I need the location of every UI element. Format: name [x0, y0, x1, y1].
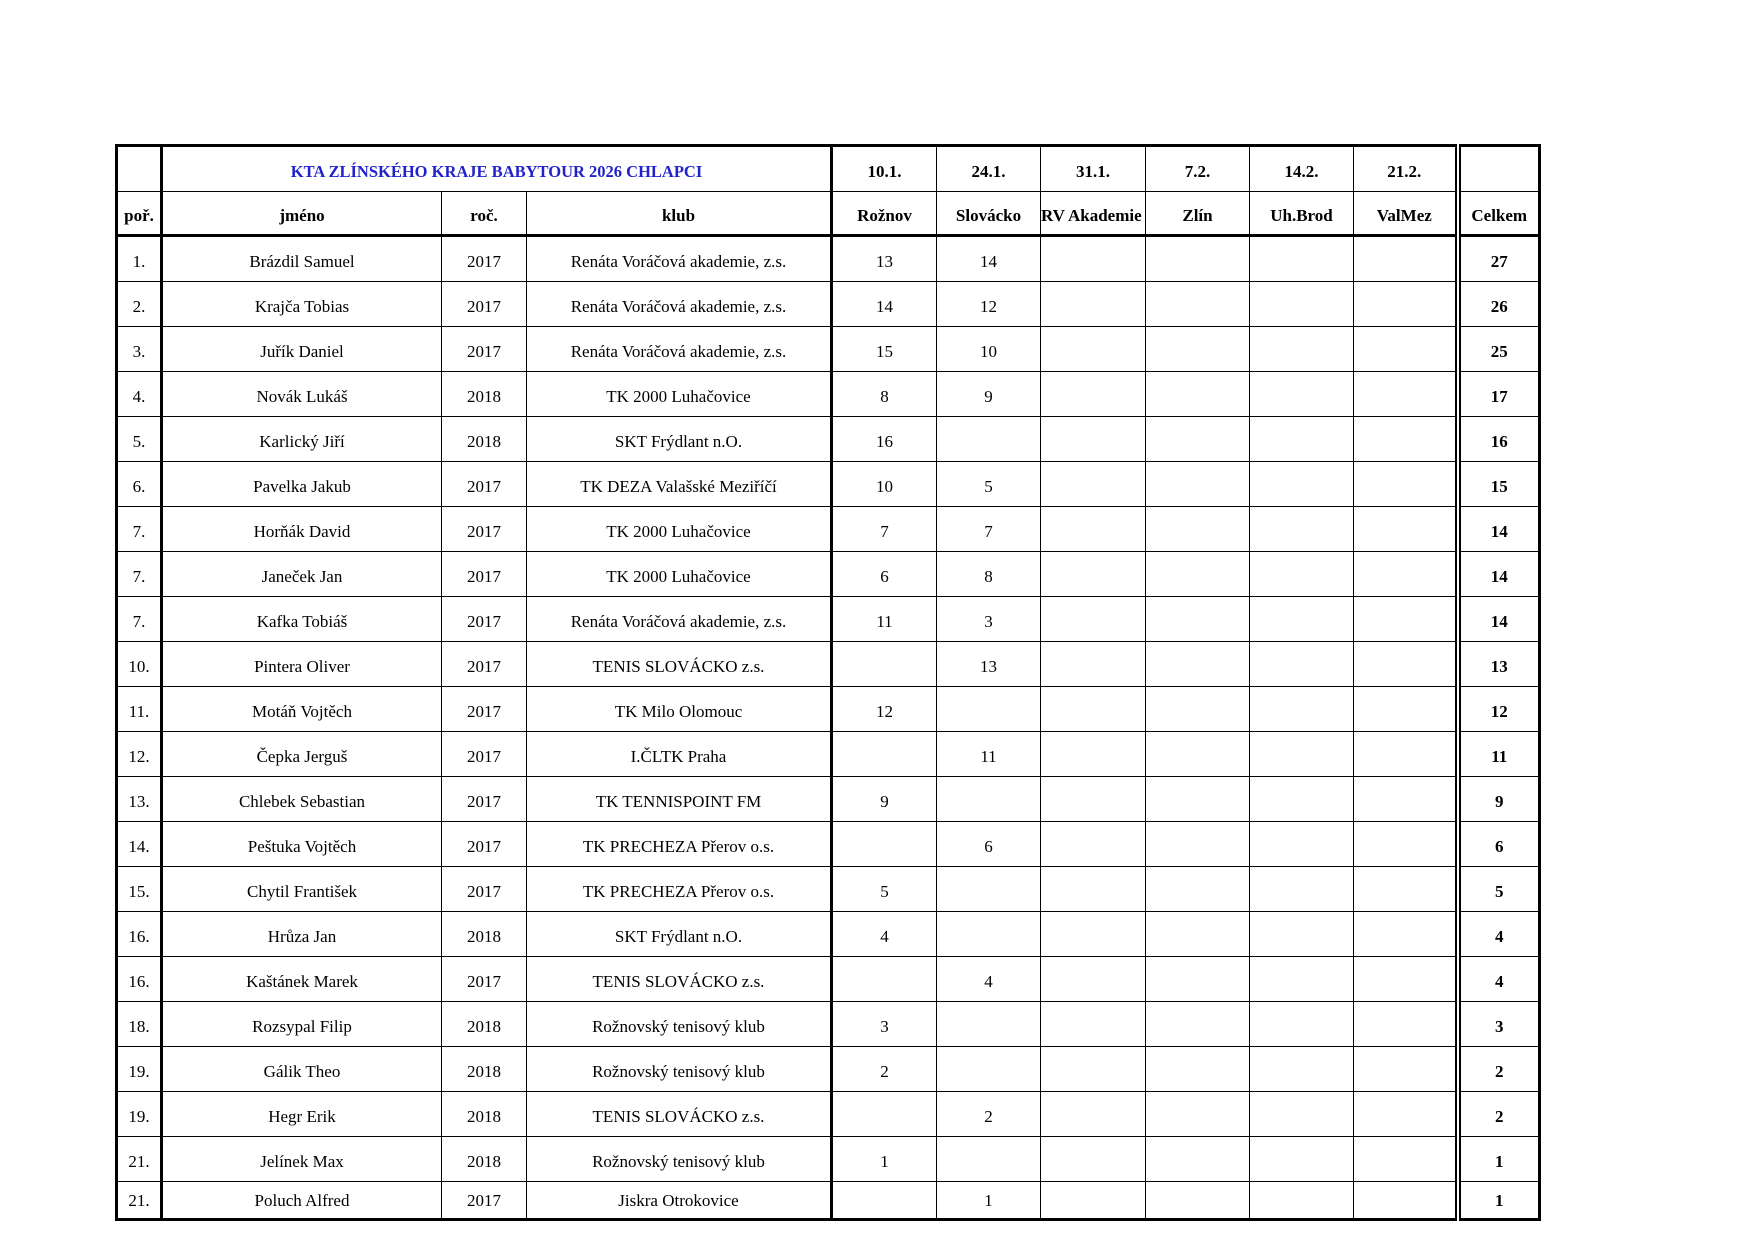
cell-event-6: [1354, 236, 1458, 282]
cell-rank: 14.: [117, 822, 162, 867]
table-row: [117, 327, 1540, 372]
header-row-dates: [117, 146, 1540, 192]
cell-total: 4: [1458, 957, 1540, 1002]
cell-name: Kafka Tobiáš: [162, 597, 442, 642]
cell-event-1: 5: [832, 867, 937, 912]
cell-event-3: [1041, 1002, 1146, 1047]
cell-event-3: [1041, 822, 1146, 867]
cell-event-6: [1354, 282, 1458, 327]
cell-event-1: [832, 822, 937, 867]
cell-rank: 16.: [117, 957, 162, 1002]
cell-event-2: [937, 1002, 1041, 1047]
cell-year: 2017: [442, 597, 527, 642]
cell-event-4: [1146, 1092, 1250, 1137]
cell-event-6: [1354, 417, 1458, 462]
cell-event-4: [1146, 1182, 1250, 1220]
table-row: [117, 1182, 1540, 1220]
cell-club: SKT Frýdlant n.O.: [527, 912, 832, 957]
cell-event-6: [1354, 507, 1458, 552]
cell-club: TK TENNISPOINT FM: [527, 777, 832, 822]
cell-club: Renáta Voráčová akademie, z.s.: [527, 236, 832, 282]
cell-event-5: [1250, 912, 1354, 957]
column-header-rank: poř.: [117, 192, 162, 236]
cell-event-5: [1250, 1182, 1354, 1220]
cell-event-1: 12: [832, 687, 937, 732]
cell-rank: 19.: [117, 1092, 162, 1137]
table-row: [117, 957, 1540, 1002]
cell-event-4: [1146, 1137, 1250, 1182]
cell-event-1: 6: [832, 552, 937, 597]
cell-total: 1: [1458, 1137, 1540, 1182]
cell-event-4: [1146, 236, 1250, 282]
cell-year: 2018: [442, 1137, 527, 1182]
cell-event-5: [1250, 957, 1354, 1002]
cell-event-5: [1250, 372, 1354, 417]
cell-event-6: [1354, 687, 1458, 732]
cell-name: Motáň Vojtěch: [162, 687, 442, 732]
cell-rank: 1.: [117, 236, 162, 282]
cell-total: 16: [1458, 417, 1540, 462]
cell-rank: 11.: [117, 687, 162, 732]
cell-event-3: [1041, 282, 1146, 327]
cell-event-4: [1146, 282, 1250, 327]
cell-club: Rožnovský tenisový klub: [527, 1002, 832, 1047]
cell-year: 2017: [442, 957, 527, 1002]
cell-total: 25: [1458, 327, 1540, 372]
cell-event-2: 13: [937, 642, 1041, 687]
cell-name: Kaštánek Marek: [162, 957, 442, 1002]
cell-total: 14: [1458, 507, 1540, 552]
cell-event-2: 7: [937, 507, 1041, 552]
cell-event-6: [1354, 777, 1458, 822]
cell-event-4: [1146, 507, 1250, 552]
cell-total: 5: [1458, 867, 1540, 912]
cell-event-5: [1250, 507, 1354, 552]
cell-rank: 7.: [117, 552, 162, 597]
table-row: [117, 372, 1540, 417]
cell-event-6: [1354, 1092, 1458, 1137]
cell-rank: 12.: [117, 732, 162, 777]
cell-event-4: [1146, 957, 1250, 1002]
cell-total: 26: [1458, 282, 1540, 327]
cell-event-1: 16: [832, 417, 937, 462]
cell-event-5: [1250, 687, 1354, 732]
cell-event-6: [1354, 462, 1458, 507]
cell-event-3: [1041, 417, 1146, 462]
cell-year: 2017: [442, 867, 527, 912]
cell-club: Jiskra Otrokovice: [527, 1182, 832, 1220]
cell-club: TK PRECHEZA Přerov o.s.: [527, 867, 832, 912]
column-header-year: roč.: [442, 192, 527, 236]
table-row: [117, 597, 1540, 642]
cell-event-1: [832, 1092, 937, 1137]
cell-year: 2018: [442, 912, 527, 957]
cell-club: Renáta Voráčová akademie, z.s.: [527, 282, 832, 327]
cell-event-5: [1250, 417, 1354, 462]
event-date-2: 24.1.: [937, 146, 1041, 192]
cell-event-3: [1041, 1137, 1146, 1182]
cell-event-5: [1250, 597, 1354, 642]
cell-rank: 15.: [117, 867, 162, 912]
event-place-2: Slovácko: [937, 192, 1041, 236]
cell-event-4: [1146, 867, 1250, 912]
cell-event-3: [1041, 1182, 1146, 1220]
cell-event-1: 4: [832, 912, 937, 957]
cell-name: Horňák David: [162, 507, 442, 552]
cell-total: 14: [1458, 597, 1540, 642]
table-row: [117, 417, 1540, 462]
cell-club: TK 2000 Luhačovice: [527, 507, 832, 552]
cell-event-6: [1354, 597, 1458, 642]
cell-total: 1: [1458, 1182, 1540, 1220]
event-place-3: RV Akademie: [1041, 192, 1146, 236]
event-date-4: 7.2.: [1146, 146, 1250, 192]
cell-event-6: [1354, 957, 1458, 1002]
cell-event-1: 9: [832, 777, 937, 822]
cell-year: 2018: [442, 1092, 527, 1137]
cell-event-4: [1146, 552, 1250, 597]
table-row: [117, 732, 1540, 777]
cell-event-2: [937, 417, 1041, 462]
column-header-total: Celkem: [1458, 192, 1540, 236]
cell-club: TENIS SLOVÁCKO z.s.: [527, 1092, 832, 1137]
cell-event-4: [1146, 327, 1250, 372]
cell-event-4: [1146, 732, 1250, 777]
cell-total: 12: [1458, 687, 1540, 732]
cell-year: 2018: [442, 1002, 527, 1047]
ranking-table: [115, 144, 1541, 1221]
cell-event-2: 9: [937, 372, 1041, 417]
cell-event-4: [1146, 1002, 1250, 1047]
cell-event-4: [1146, 687, 1250, 732]
cell-rank: 13.: [117, 777, 162, 822]
cell-event-3: [1041, 327, 1146, 372]
cell-rank: 21.: [117, 1137, 162, 1182]
event-date-1: 10.1.: [832, 146, 937, 192]
cell-event-3: [1041, 1092, 1146, 1137]
cell-event-1: [832, 732, 937, 777]
cell-event-2: 8: [937, 552, 1041, 597]
cell-event-6: [1354, 732, 1458, 777]
cell-year: 2017: [442, 687, 527, 732]
cell-event-2: [937, 1137, 1041, 1182]
ranking-table-body: [117, 146, 1540, 1220]
table-row: [117, 777, 1540, 822]
cell-event-2: 6: [937, 822, 1041, 867]
cell-event-3: [1041, 732, 1146, 777]
cell-total: 6: [1458, 822, 1540, 867]
cell-club: TK Milo Olomouc: [527, 687, 832, 732]
cell-event-4: [1146, 777, 1250, 822]
cell-event-3: [1041, 912, 1146, 957]
cell-event-2: 14: [937, 236, 1041, 282]
cell-name: Brázdil Samuel: [162, 236, 442, 282]
table-row: [117, 462, 1540, 507]
cell-event-6: [1354, 1182, 1458, 1220]
cell-event-5: [1250, 822, 1354, 867]
table-row: [117, 687, 1540, 732]
cell-event-5: [1250, 1002, 1354, 1047]
cell-event-5: [1250, 642, 1354, 687]
cell-club: TENIS SLOVÁCKO z.s.: [527, 642, 832, 687]
table-row: [117, 552, 1540, 597]
cell-event-5: [1250, 236, 1354, 282]
cell-year: 2018: [442, 417, 527, 462]
cell-club: Rožnovský tenisový klub: [527, 1047, 832, 1092]
cell-total: 3: [1458, 1002, 1540, 1047]
cell-club: TK DEZA Valašské Meziříčí: [527, 462, 832, 507]
cell-event-2: 3: [937, 597, 1041, 642]
event-place-6: ValMez: [1354, 192, 1458, 236]
cell-total: 17: [1458, 372, 1540, 417]
cell-event-2: 1: [937, 1182, 1041, 1220]
cell-event-6: [1354, 327, 1458, 372]
cell-club: TK PRECHEZA Přerov o.s.: [527, 822, 832, 867]
cell-name: Karlický Jiří: [162, 417, 442, 462]
table-row: [117, 1002, 1540, 1047]
cell-year: 2018: [442, 372, 527, 417]
cell-event-1: 10: [832, 462, 937, 507]
table-row: [117, 1092, 1540, 1137]
cell-rank: 3.: [117, 327, 162, 372]
cell-rank: 21.: [117, 1182, 162, 1220]
cell-event-1: 7: [832, 507, 937, 552]
header-blank-cell: [117, 146, 162, 192]
cell-event-6: [1354, 1137, 1458, 1182]
cell-event-3: [1041, 552, 1146, 597]
table-row: [117, 867, 1540, 912]
cell-event-3: [1041, 867, 1146, 912]
cell-rank: 4.: [117, 372, 162, 417]
cell-event-5: [1250, 732, 1354, 777]
cell-name: Poluch Alfred: [162, 1182, 442, 1220]
cell-event-2: 11: [937, 732, 1041, 777]
cell-rank: 10.: [117, 642, 162, 687]
cell-event-1: 15: [832, 327, 937, 372]
cell-rank: 6.: [117, 462, 162, 507]
cell-year: 2017: [442, 642, 527, 687]
cell-event-6: [1354, 867, 1458, 912]
cell-event-5: [1250, 282, 1354, 327]
cell-event-2: 12: [937, 282, 1041, 327]
cell-event-6: [1354, 552, 1458, 597]
cell-event-2: 10: [937, 327, 1041, 372]
cell-total: 14: [1458, 552, 1540, 597]
cell-name: Rozsypal Filip: [162, 1002, 442, 1047]
cell-event-4: [1146, 372, 1250, 417]
cell-club: TK 2000 Luhačovice: [527, 552, 832, 597]
cell-event-5: [1250, 867, 1354, 912]
cell-event-4: [1146, 912, 1250, 957]
cell-name: Pintera Oliver: [162, 642, 442, 687]
cell-name: Novák Lukáš: [162, 372, 442, 417]
cell-event-4: [1146, 822, 1250, 867]
cell-event-3: [1041, 597, 1146, 642]
cell-event-5: [1250, 462, 1354, 507]
event-place-5: Uh.Brod: [1250, 192, 1354, 236]
cell-rank: 7.: [117, 597, 162, 642]
cell-event-4: [1146, 1047, 1250, 1092]
cell-event-4: [1146, 417, 1250, 462]
cell-club: Renáta Voráčová akademie, z.s.: [527, 597, 832, 642]
cell-event-3: [1041, 372, 1146, 417]
cell-year: 2017: [442, 1182, 527, 1220]
cell-event-5: [1250, 777, 1354, 822]
table-row: [117, 236, 1540, 282]
table-row: [117, 822, 1540, 867]
cell-event-3: [1041, 957, 1146, 1002]
table-row: [117, 507, 1540, 552]
cell-total: 9: [1458, 777, 1540, 822]
cell-name: Gálik Theo: [162, 1047, 442, 1092]
cell-club: I.ČLTK Praha: [527, 732, 832, 777]
cell-event-4: [1146, 597, 1250, 642]
table-row: [117, 642, 1540, 687]
cell-event-6: [1354, 912, 1458, 957]
cell-event-4: [1146, 462, 1250, 507]
cell-event-2: 2: [937, 1092, 1041, 1137]
cell-event-1: 13: [832, 236, 937, 282]
cell-rank: 18.: [117, 1002, 162, 1047]
cell-event-1: [832, 1182, 937, 1220]
cell-name: Chlebek Sebastian: [162, 777, 442, 822]
cell-year: 2017: [442, 732, 527, 777]
cell-year: 2017: [442, 552, 527, 597]
cell-total: 2: [1458, 1047, 1540, 1092]
cell-year: 2017: [442, 462, 527, 507]
cell-event-1: 8: [832, 372, 937, 417]
cell-year: 2018: [442, 1047, 527, 1092]
cell-rank: 16.: [117, 912, 162, 957]
cell-event-3: [1041, 687, 1146, 732]
cell-event-5: [1250, 1092, 1354, 1137]
cell-name: Janeček Jan: [162, 552, 442, 597]
cell-event-6: [1354, 642, 1458, 687]
cell-total: 15: [1458, 462, 1540, 507]
cell-event-2: [937, 777, 1041, 822]
header-row-columns: [117, 192, 1540, 236]
cell-year: 2017: [442, 507, 527, 552]
cell-event-3: [1041, 462, 1146, 507]
cell-year: 2017: [442, 777, 527, 822]
table-title: KTA ZLÍNSKÉHO KRAJE BABYTOUR 2026 CHLAPCI: [162, 146, 832, 192]
cell-event-3: [1041, 1047, 1146, 1092]
cell-year: 2017: [442, 822, 527, 867]
table-row: [117, 282, 1540, 327]
cell-name: Krajča Tobias: [162, 282, 442, 327]
cell-event-3: [1041, 507, 1146, 552]
cell-total: 2: [1458, 1092, 1540, 1137]
cell-club: TENIS SLOVÁCKO z.s.: [527, 957, 832, 1002]
cell-event-1: 14: [832, 282, 937, 327]
cell-event-3: [1041, 642, 1146, 687]
cell-rank: 7.: [117, 507, 162, 552]
cell-club: Renáta Voráčová akademie, z.s.: [527, 327, 832, 372]
table-row: [117, 1047, 1540, 1092]
ranking-sheet: [115, 144, 1541, 1221]
cell-year: 2017: [442, 327, 527, 372]
cell-event-5: [1250, 552, 1354, 597]
event-date-3: 31.1.: [1041, 146, 1146, 192]
event-date-5: 14.2.: [1250, 146, 1354, 192]
cell-event-5: [1250, 1047, 1354, 1092]
cell-club: SKT Frýdlant n.O.: [527, 417, 832, 462]
cell-event-1: 3: [832, 1002, 937, 1047]
cell-event-5: [1250, 327, 1354, 372]
cell-event-1: [832, 642, 937, 687]
cell-event-2: [937, 867, 1041, 912]
cell-name: Peštuka Vojtěch: [162, 822, 442, 867]
table-row: [117, 912, 1540, 957]
cell-club: Rožnovský tenisový klub: [527, 1137, 832, 1182]
cell-event-1: 2: [832, 1047, 937, 1092]
cell-event-2: [937, 687, 1041, 732]
cell-total: 27: [1458, 236, 1540, 282]
cell-event-6: [1354, 822, 1458, 867]
header-blank-total-cell: [1458, 146, 1540, 192]
cell-total: 4: [1458, 912, 1540, 957]
cell-event-2: [937, 912, 1041, 957]
cell-name: Hegr Erik: [162, 1092, 442, 1137]
cell-event-1: [832, 957, 937, 1002]
cell-event-2: 5: [937, 462, 1041, 507]
cell-rank: 2.: [117, 282, 162, 327]
cell-rank: 19.: [117, 1047, 162, 1092]
event-place-1: Rožnov: [832, 192, 937, 236]
cell-event-1: 11: [832, 597, 937, 642]
event-date-6: 21.2.: [1354, 146, 1458, 192]
cell-name: Chytil František: [162, 867, 442, 912]
cell-total: 11: [1458, 732, 1540, 777]
cell-name: Pavelka Jakub: [162, 462, 442, 507]
cell-rank: 5.: [117, 417, 162, 462]
cell-year: 2017: [442, 236, 527, 282]
cell-event-3: [1041, 236, 1146, 282]
column-header-name: jméno: [162, 192, 442, 236]
cell-event-2: 4: [937, 957, 1041, 1002]
cell-name: Juřík Daniel: [162, 327, 442, 372]
column-header-club: klub: [527, 192, 832, 236]
cell-event-5: [1250, 1137, 1354, 1182]
cell-year: 2017: [442, 282, 527, 327]
cell-event-6: [1354, 1047, 1458, 1092]
cell-name: Hrůza Jan: [162, 912, 442, 957]
cell-event-1: 1: [832, 1137, 937, 1182]
cell-event-3: [1041, 777, 1146, 822]
table-row: [117, 1137, 1540, 1182]
cell-event-4: [1146, 642, 1250, 687]
cell-event-6: [1354, 372, 1458, 417]
event-place-4: Zlín: [1146, 192, 1250, 236]
cell-event-2: [937, 1047, 1041, 1092]
cell-event-6: [1354, 1002, 1458, 1047]
cell-name: Jelínek Max: [162, 1137, 442, 1182]
cell-club: TK 2000 Luhačovice: [527, 372, 832, 417]
cell-name: Čepka Jerguš: [162, 732, 442, 777]
cell-total: 13: [1458, 642, 1540, 687]
